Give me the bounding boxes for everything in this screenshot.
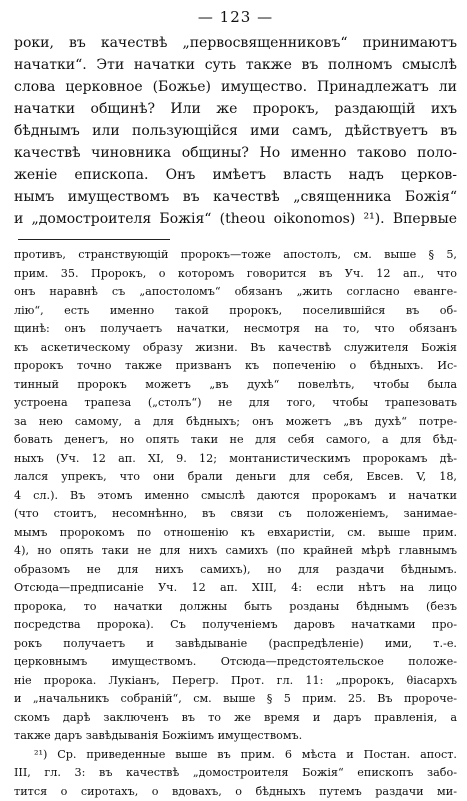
main-line: слова церковное (Божье) имущество. Принадлежатъ ли bbox=[14, 76, 457, 98]
footnote-line: онъ наравнѣ съ „апостоломъ“ обязанъ „жить согласно еванге- bbox=[14, 283, 457, 302]
main-text bbox=[14, 32, 457, 230]
main-line: женіе епископа. Онъ имѣетъ власть надъ церков- bbox=[14, 164, 457, 186]
footnote-line: III, гл. 3: въ качествѣ „домостроителя Божія“ епископъ забо- bbox=[14, 764, 457, 783]
main-line: бѣднымъ или пользующійся ими самъ, дѣйствуетъ въ bbox=[14, 120, 457, 142]
footnote-line: церковнымъ имуществомъ. Отсюда—предстоятельское положе- bbox=[14, 653, 457, 672]
footnote-line: устроена трапеза („столъ“) не для того, чтобы трапезовать bbox=[14, 394, 457, 413]
main-line: роки, въ качествѣ „первосвященниковъ“ принимаютъ bbox=[14, 32, 457, 54]
footnote-line: 4 сл.). Въ этомъ именно смыслѣ даются пророкамъ и начатки bbox=[14, 487, 457, 506]
footnote-line: рокъ получаетъ и завѣдываніе (распредѣленіе) ими, т.-е. bbox=[14, 635, 457, 654]
footnote-line: тинный пророкъ можетъ „въ духѣ“ повелѣть, чтобы была bbox=[14, 376, 457, 395]
page-number: — 123 — bbox=[14, 8, 457, 26]
footnote-divider bbox=[18, 239, 170, 240]
footnote-line: посредства пророка). Съ полученіемъ даровъ начатками про- bbox=[14, 616, 457, 635]
footnote-line: бовать денегъ, но опять таки не для себя самого, а для бѣд- bbox=[14, 431, 457, 450]
footnote-line: (что стоитъ, несомнѣнно, въ связи съ положеніемъ, занимае- bbox=[14, 505, 457, 524]
footnote-line: противъ, странствующій пророкъ—тоже апостолъ, см. выше § 5, bbox=[14, 246, 457, 265]
footnote-line: также даръ завѣдыванія Божіимъ имуществомъ. bbox=[14, 727, 457, 746]
main-line: нымъ имуществомъ въ качествѣ „священника Божія“ bbox=[14, 186, 457, 208]
footnote-line: ²¹) Ср. приведенные выше въ прим. 6 мѣста и Постан. апост. bbox=[14, 746, 457, 765]
footnote-line: къ аскетическому образу жизни. Въ качествѣ служителя Божія bbox=[14, 339, 457, 358]
footnote-line: и „начальникъ собраній“, см. выше § 5 прим. 25. Въ пророче- bbox=[14, 690, 457, 709]
footnote-line: за нею самому, а для бѣдныхъ; онъ можетъ „въ духѣ“ потре- bbox=[14, 413, 457, 432]
footnote-line: тится о сиротахъ, о вдовахъ, о бѣдныхъ путемъ раздачи ми- bbox=[14, 783, 457, 801]
footnote-line: ныхъ (Уч. 12 ап. XI, 9. 12; монтанистическимъ пророкамъ дѣ- bbox=[14, 450, 457, 469]
main-line: начатки“. Эти начатки суть также въ полномъ смыслѣ bbox=[14, 54, 457, 76]
footnote-line: прим. 35. Пророкъ, о которомъ говорится въ Уч. 12 ап., что bbox=[14, 265, 457, 284]
main-line: начатки общинѣ? Или же пророкъ, раздающій ихъ bbox=[14, 98, 457, 120]
footnote-line: пророкъ точно также призванъ къ попеченію о бѣдныхъ. Ис- bbox=[14, 357, 457, 376]
main-line: качествѣ чиновника общины? Но именно таково поло- bbox=[14, 142, 457, 164]
footnote-line: Отсюда—предписаніе Уч. 12 ап. XIII, 4: если нѣтъ на лицо bbox=[14, 579, 457, 598]
footnote-line: образомъ не для нихъ самихъ), но для раздачи бѣднымъ. bbox=[14, 561, 457, 580]
main-line: и „домостроителя Божія“ (theou oikonomos) ²¹). Впервые bbox=[14, 208, 457, 230]
footnote-line: пророка, то начатки должны быть розданы бѣднымъ (безъ bbox=[14, 598, 457, 617]
footnote-line: щинѣ: онъ получаетъ начатки, несмотря на то, что обязанъ bbox=[14, 320, 457, 339]
footnote-line: лію“, есть именно такой пророкъ, поселившійся въ об- bbox=[14, 302, 457, 321]
footnotes bbox=[14, 246, 457, 801]
footnote-line: лался упрекъ, что они брали деньги для себя, Евсев. V, 18, bbox=[14, 468, 457, 487]
footnote-line: ніе пророка. Лукіанъ, Перегр. Прот. гл. 11: „пророкъ, θіасархъ bbox=[14, 672, 457, 691]
footnote-line: мымъ пророкомъ по отношенію къ евхаристіи, см. выше прим. bbox=[14, 524, 457, 543]
footnote-line: 4), но опять таки не для нихъ самихъ (по крайней мѣрѣ главнымъ bbox=[14, 542, 457, 561]
footnote-line: скомъ дарѣ заключенъ въ то же время и даръ правленія, а bbox=[14, 709, 457, 728]
